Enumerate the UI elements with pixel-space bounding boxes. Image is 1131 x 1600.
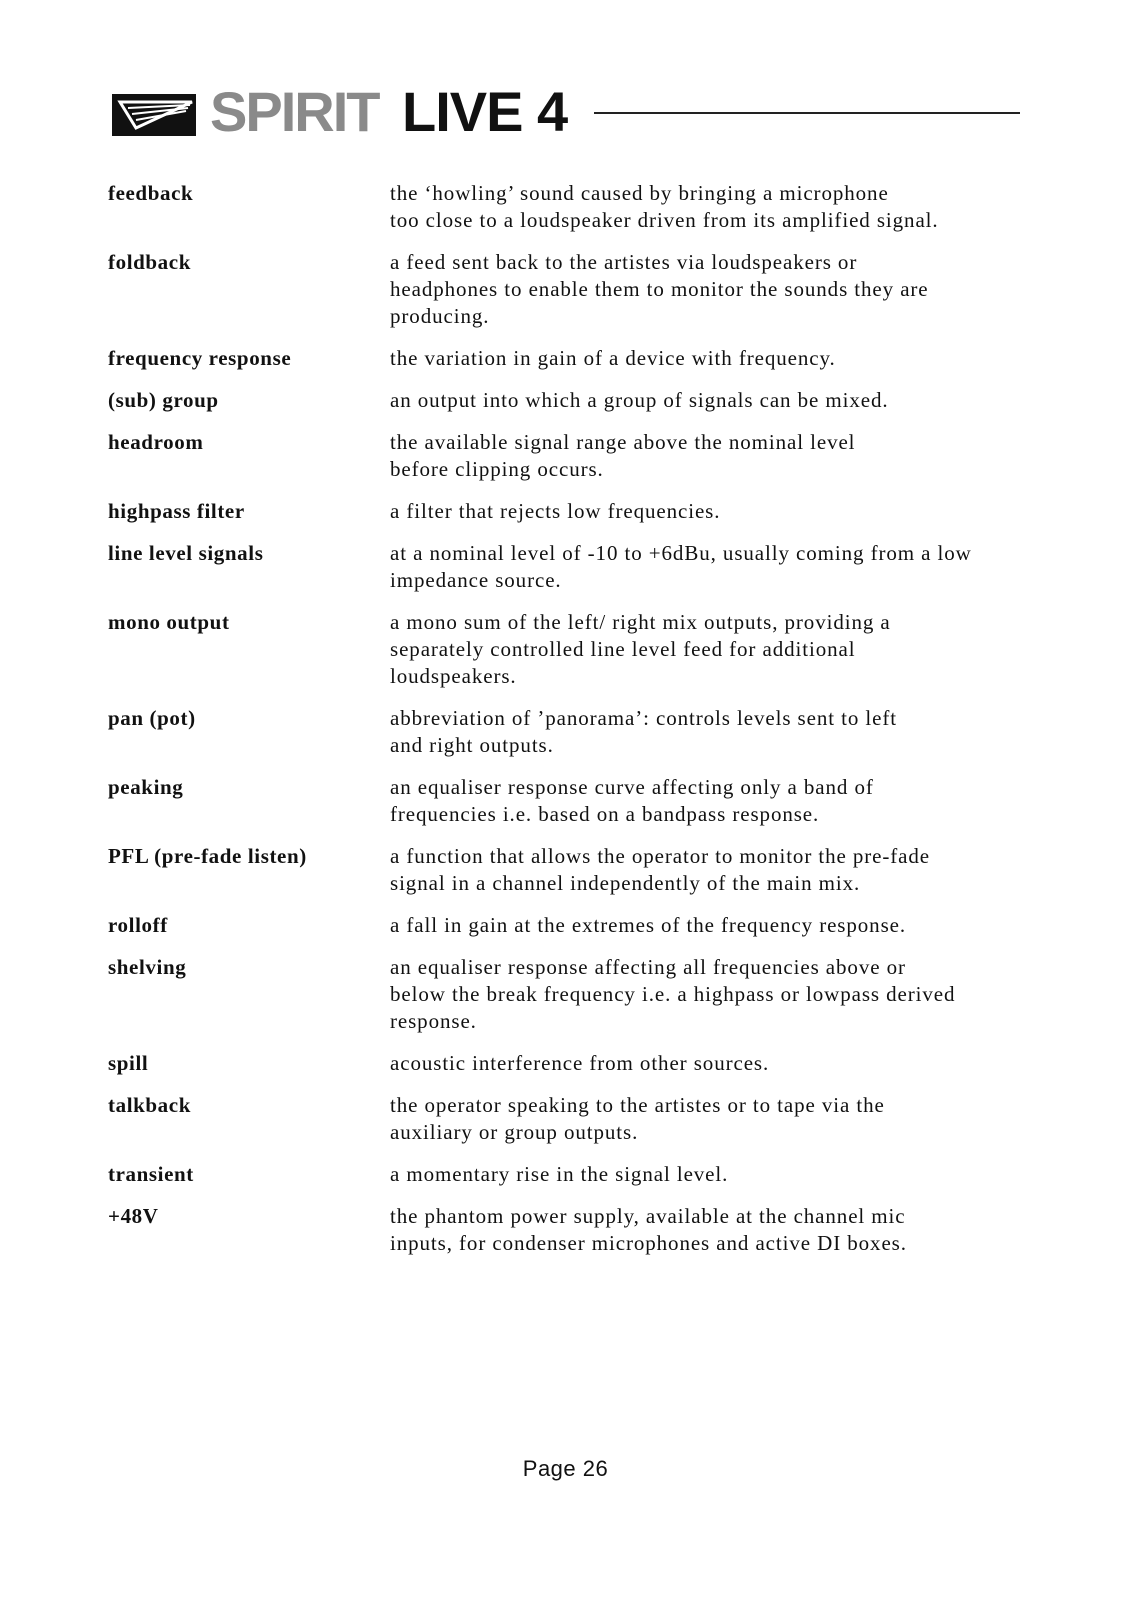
glossary-entry <box>108 774 1028 828</box>
glossary-definition: the ‘howling’ sound caused by bringing a microphone too close to a loudspeaker driven from its amplified signal. <box>390 181 939 232</box>
glossary-term: highpass filter <box>108 499 245 523</box>
glossary-entry <box>108 705 1028 759</box>
glossary-entry <box>108 540 1028 594</box>
glossary-entry <box>108 1092 1028 1146</box>
glossary-term: talkback <box>108 1093 191 1117</box>
glossary-definition: the phantom power supply, available at the channel mic inputs, for condenser microphones and active DI boxes. <box>390 1204 907 1255</box>
glossary-term: transient <box>108 1162 194 1186</box>
glossary-definition: abbreviation of ’panorama’: controls levels sent to left and right outputs. <box>390 706 897 757</box>
glossary-definition: a mono sum of the left/ right mix outputs, providing a separately controlled line level feed for additional loudspeakers. <box>390 610 891 688</box>
glossary-entry <box>108 249 1028 330</box>
glossary-term: foldback <box>108 250 191 274</box>
glossary-term: line level signals <box>108 541 264 565</box>
glossary-term: frequency response <box>108 346 292 370</box>
glossary-definition: an output into which a group of signals can be mixed. <box>390 388 889 412</box>
glossary-definition: an equaliser response affecting all frequencies above or below the break frequency i.e. a highpass or lowpass derived response. <box>390 955 956 1033</box>
glossary-term: shelving <box>108 955 187 979</box>
glossary-entry <box>108 1161 1028 1188</box>
glossary-term: peaking <box>108 775 184 799</box>
glossary-term: pan (pot) <box>108 706 196 730</box>
glossary-entry <box>108 387 1028 414</box>
glossary-definition: at a nominal level of -10 to +6dBu, usually coming from a low impedance source. <box>390 541 972 592</box>
glossary-term: +48V <box>108 1204 159 1228</box>
brand-name: SPIRIT <box>210 80 379 143</box>
product-model: LIVE 4 <box>402 80 568 143</box>
glossary-definition: the available signal range above the nominal level before clipping occurs. <box>390 430 856 481</box>
glossary-entry <box>108 345 1028 372</box>
glossary-definition: a function that allows the operator to monitor the pre-fade signal in a channel independently of the main mix. <box>390 844 931 895</box>
glossary-definition: the variation in gain of a device with frequency. <box>390 346 836 370</box>
glossary-term: headroom <box>108 430 204 454</box>
glossary-entry <box>108 843 1028 897</box>
glossary-term: feedback <box>108 181 194 205</box>
glossary-definition: the operator speaking to the artistes or to tape via the auxiliary or group outputs. <box>390 1093 885 1144</box>
header-rule <box>594 112 1020 114</box>
spirit-wing-logo-icon <box>112 94 196 136</box>
page-number: Page 26 <box>522 1456 609 1481</box>
glossary-list <box>108 180 1028 1272</box>
glossary-definition: a momentary rise in the signal level. <box>390 1162 729 1186</box>
glossary-definition: a feed sent back to the artistes via loudspeakers or headphones to enable them to monitor the sounds they are producing. <box>390 250 929 328</box>
glossary-entry <box>108 1203 1028 1257</box>
page-header <box>112 80 1020 143</box>
glossary-term: mono output <box>108 610 230 634</box>
glossary-term: PFL (pre-fade listen) <box>108 844 307 868</box>
glossary-entry <box>108 180 1028 234</box>
glossary-entry <box>108 498 1028 525</box>
glossary-definition: acoustic interference from other sources. <box>390 1051 770 1075</box>
glossary-term: rolloff <box>108 913 168 937</box>
glossary-term: spill <box>108 1051 149 1075</box>
glossary-definition: a filter that rejects low frequencies. <box>390 499 721 523</box>
glossary-entry <box>108 912 1028 939</box>
glossary-entry <box>108 609 1028 690</box>
glossary-term: (sub) group <box>108 388 219 412</box>
glossary-entry <box>108 954 1028 1035</box>
glossary-definition: an equaliser response curve affecting only a band of frequencies i.e. based on a bandpass response. <box>390 775 874 826</box>
glossary-entry <box>108 1050 1028 1077</box>
glossary-definition: a fall in gain at the extremes of the frequency response. <box>390 913 907 937</box>
glossary-entry <box>108 429 1028 483</box>
